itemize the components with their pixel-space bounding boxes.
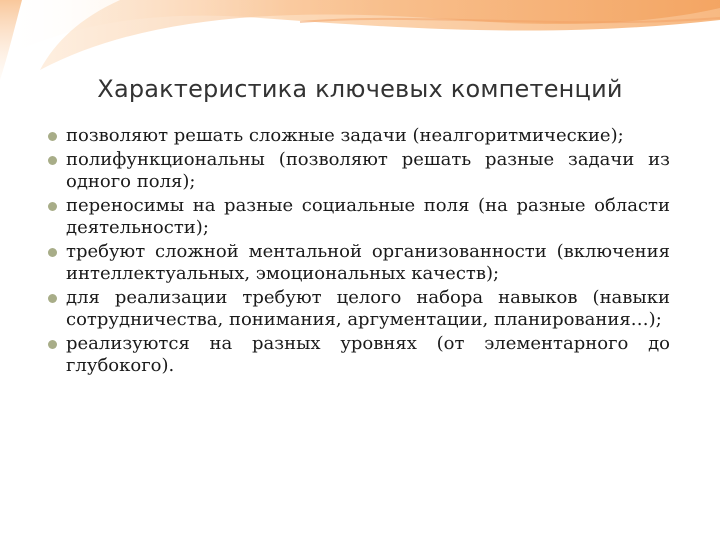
list-item-text: требуют сложной ментальной организованности (включения интеллектуальных, эмоциональных качеств); — [66, 241, 670, 284]
bullet-icon — [48, 294, 57, 303]
bullet-list — [48, 125, 670, 379]
bullet-icon — [48, 248, 57, 257]
list-item-text: для реализации требуют целого набора навыков (навыки сотрудничества, понимания, аргументации, планирования…); — [66, 287, 670, 330]
slide-title: Характеристика ключевых компетенций — [97, 75, 623, 103]
bullet-icon — [48, 340, 57, 349]
list-item-text: полифункциональны (позволяют решать разные задачи из одного поля); — [66, 149, 670, 192]
bullet-icon — [48, 202, 57, 211]
list-item — [48, 125, 670, 147]
list-item-text: реализуются на разных уровнях (от элементарного до глубокого). — [66, 333, 670, 376]
list-item — [48, 195, 670, 239]
list-item — [48, 287, 670, 331]
list-item — [48, 149, 670, 193]
list-item — [48, 241, 670, 285]
list-item-text: позволяют решать сложные задачи (неалгоритмические); — [66, 125, 624, 146]
list-item — [48, 333, 670, 377]
list-item-text: переносимы на разные социальные поля (на разные области деятельности); — [66, 195, 670, 238]
bullet-icon — [48, 156, 57, 165]
bullet-icon — [48, 132, 57, 141]
